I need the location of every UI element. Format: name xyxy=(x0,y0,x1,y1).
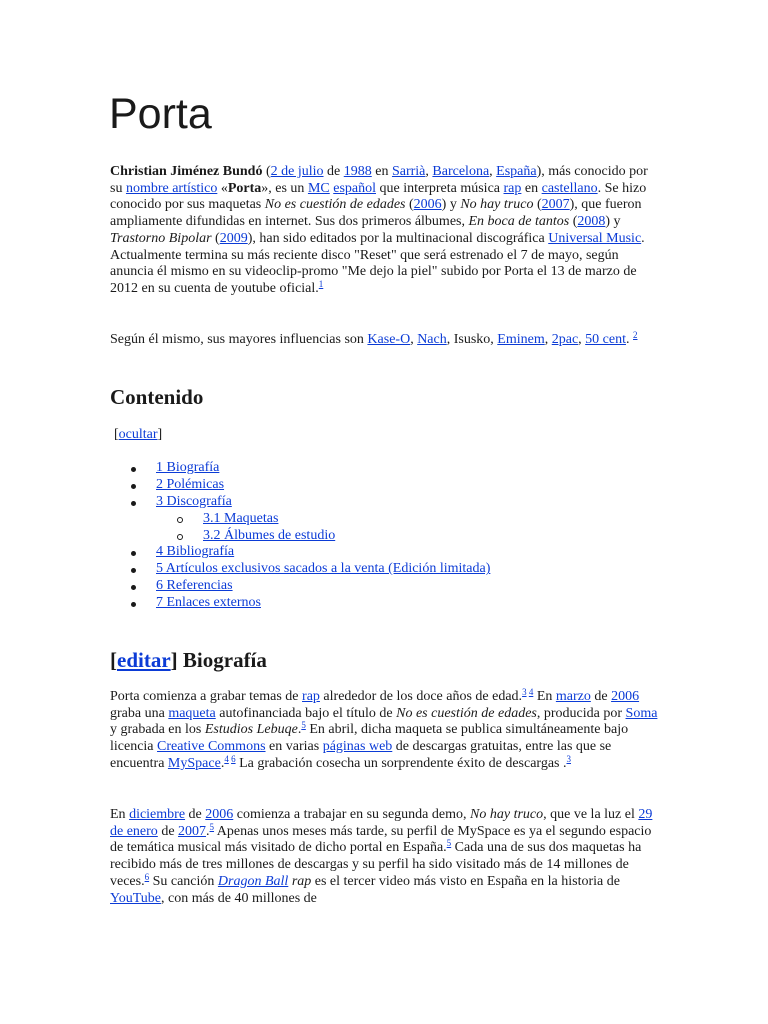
bracket: ] xyxy=(170,648,178,672)
bullet-icon xyxy=(131,484,136,489)
toc-list xyxy=(0,460,490,612)
link-paginas-web[interactable]: páginas web xyxy=(322,739,393,755)
link-kase-o[interactable]: Kase-O xyxy=(367,332,411,347)
section-heading-biografia xyxy=(110,647,267,673)
demo-title: No es cuestión de edades xyxy=(396,705,537,721)
link-dragon-ball[interactable]: Dragon Ball xyxy=(217,873,289,889)
bullet-icon xyxy=(131,568,136,573)
text: ), más conocido por su xyxy=(110,164,648,196)
link-birth-year[interactable]: 1988 xyxy=(343,164,372,179)
text: , xyxy=(425,164,433,179)
link-2007[interactable]: 2007 xyxy=(178,823,207,839)
circle-bullet-icon xyxy=(177,517,183,523)
text: , Isusko, xyxy=(446,332,498,347)
toc-toggle xyxy=(114,427,162,443)
text: autofinanciada bajo el título de xyxy=(215,705,397,721)
text: de xyxy=(590,689,612,704)
text: Cada una de sus dos maquetas ha recibido más de tres millones de descargas y su perfil ha sido visitado más de 14 millones de veces. xyxy=(110,840,642,889)
link-diciembre[interactable]: diciembre xyxy=(129,807,186,822)
toc-item xyxy=(0,578,490,595)
text: en varias xyxy=(265,739,323,755)
biografia-paragraph-1 xyxy=(110,689,658,773)
text: , xyxy=(544,332,552,347)
text: ( xyxy=(262,164,271,179)
ref-link[interactable]: 5 xyxy=(446,838,452,849)
link-rap[interactable]: rap xyxy=(503,180,522,196)
toc-item xyxy=(0,477,490,494)
ref-link[interactable]: 3 xyxy=(566,753,571,764)
toc-link-albumes[interactable]: 3.2 Álbumes de estudio xyxy=(203,527,336,543)
text: es el tercer video más visto en España en la historia de xyxy=(311,873,620,889)
text: ) y xyxy=(441,197,461,213)
text: , xyxy=(410,332,418,347)
toc-hide-link[interactable]: ocultar xyxy=(118,427,158,442)
section-title: Biografía xyxy=(177,648,267,672)
text: ( xyxy=(569,214,578,230)
toc-link-biografia[interactable]: 1 Biografía xyxy=(156,460,220,475)
toc-link-articulos[interactable]: 5 Artículos exclusivos sacados a la venta (Edición limitada) xyxy=(156,561,491,577)
text: Según él mismo, sus mayores influencias son xyxy=(110,332,368,347)
edit-link[interactable]: editar xyxy=(117,648,171,672)
ref-sup xyxy=(224,754,235,764)
toc-item xyxy=(0,544,490,561)
text: . Se hizo conocido por sus maquetas xyxy=(110,180,647,213)
text: de xyxy=(185,807,206,822)
text: Su canción xyxy=(149,873,218,889)
ref-link[interactable]: 3 xyxy=(522,687,527,697)
toc-subitem xyxy=(0,528,490,545)
link-2006[interactable]: 2006 xyxy=(611,689,640,704)
text: ) y xyxy=(605,214,621,230)
page-title: Porta xyxy=(109,90,212,138)
ref-sup xyxy=(633,330,638,340)
link-espanol[interactable]: español xyxy=(333,180,376,196)
text: , con más de 40 millones de xyxy=(160,890,317,906)
link-mc[interactable]: MC xyxy=(307,180,330,196)
text: ), han sido editados por la multinacional discográfica xyxy=(247,230,549,246)
text: « xyxy=(217,180,228,196)
ref-link[interactable]: 5 xyxy=(301,720,306,731)
circle-bullet-icon xyxy=(177,534,183,540)
text: ( xyxy=(533,197,542,213)
text: . xyxy=(206,823,210,839)
bracket: ] xyxy=(157,427,163,442)
link-universal-music[interactable]: Universal Music xyxy=(548,230,642,246)
text: ( xyxy=(211,230,220,246)
text: alrededor de los doce años de edad. xyxy=(319,689,523,704)
ref-link[interactable]: 6 xyxy=(144,871,150,882)
link-2009[interactable]: 2009 xyxy=(219,230,248,246)
link-2007[interactable]: 2007 xyxy=(541,197,570,213)
text: , producida por xyxy=(536,705,626,721)
text: », es un xyxy=(261,180,308,196)
link-sarria[interactable]: Sarrià xyxy=(391,164,426,179)
link-nombre-artistico[interactable]: nombre artístico xyxy=(125,180,218,196)
link-castellano[interactable]: castellano xyxy=(541,180,598,196)
link-espana[interactable]: España xyxy=(496,164,537,179)
ref-link[interactable]: 4 xyxy=(528,687,534,697)
text: en xyxy=(371,164,392,179)
ref-link[interactable]: 5 xyxy=(209,821,215,832)
text: graba una xyxy=(110,705,169,721)
bullet-icon xyxy=(131,602,136,607)
toc-item xyxy=(0,561,490,578)
toc-link-enlaces[interactable]: 7 Enlaces externos xyxy=(156,595,261,611)
ref-link[interactable]: 2 xyxy=(633,330,638,340)
text: y grabada en los xyxy=(110,722,205,738)
link-soma[interactable]: Soma xyxy=(625,705,658,721)
text: . Actualmente termina su más reciente disco "Reset" que será estrenado el 7 de mayo, según anuncia él mismo en su videoclip-promo "Me dejo la piel" subido por Porta el 13 de marzo de 2012 en su cuenta de youtube oficial. xyxy=(110,230,645,296)
ref-sup xyxy=(319,279,324,289)
text: ( xyxy=(405,197,414,213)
demo-title: No hay truco xyxy=(470,807,544,822)
link-birth-date[interactable]: 2 de julio xyxy=(270,164,324,179)
toc-link-referencias[interactable]: 6 Referencias xyxy=(156,578,233,594)
link-marzo[interactable]: marzo xyxy=(555,689,591,704)
text: de xyxy=(157,823,179,839)
bullet-icon xyxy=(131,585,136,590)
text: de descargas gratuitas, entre las que se encuentra xyxy=(110,739,612,771)
toc-link-bibliografia[interactable]: 4 Bibliografía xyxy=(156,544,235,560)
toc-link-polemicas[interactable]: 2 Polémicas xyxy=(156,476,225,492)
text: En xyxy=(110,807,130,822)
studio-name: Estudios Lebuqe xyxy=(204,722,298,738)
text: , xyxy=(489,164,497,179)
text: que interpreta música xyxy=(376,180,504,196)
demo-title: No es cuestión de edades xyxy=(264,197,406,213)
text: La grabación cosecha un sorprendente éxito de descargas . xyxy=(235,755,567,771)
toc-item xyxy=(0,460,490,477)
link-barcelona[interactable]: Barcelona xyxy=(432,164,490,179)
album-title: En boca de tantos xyxy=(468,214,570,230)
bullet-icon xyxy=(131,501,136,506)
text: en xyxy=(521,180,542,196)
bracket: [ xyxy=(110,648,117,672)
link-nach[interactable]: Nach xyxy=(417,332,447,347)
ref-link[interactable]: 4 xyxy=(224,753,229,764)
text: comienza a trabajar en su segunda demo, xyxy=(233,807,471,822)
text: Porta comienza a grabar temas de xyxy=(110,689,303,704)
link-2008[interactable]: 2008 xyxy=(577,214,606,230)
link-2006[interactable]: 2006 xyxy=(413,197,442,213)
album-title: Trastorno Bipolar xyxy=(110,230,212,246)
link-2006[interactable]: 2006 xyxy=(205,807,234,822)
toc-item xyxy=(0,595,490,612)
text: En xyxy=(533,689,556,704)
ref-link[interactable]: 1 xyxy=(318,278,324,289)
link-maqueta[interactable]: maqueta xyxy=(168,705,216,721)
text: ), que fueron ampliamente difundidas en internet. Sus dos primeros álbumes, xyxy=(110,197,642,230)
toc-heading: Contenido xyxy=(110,385,204,409)
ref-link[interactable]: 6 xyxy=(231,753,236,764)
link-29-enero[interactable]: 29 de enero xyxy=(110,807,653,839)
intro-paragraph xyxy=(110,164,658,298)
text: , xyxy=(578,332,586,347)
text: Apenas unos meses más tarde, su perfil de MySpace es ya el segundo espacio de temática musical más visitado de dicho portal en España. xyxy=(110,823,652,856)
demo-title: No hay truco xyxy=(460,197,534,213)
biografia-paragraph-2 xyxy=(110,807,658,907)
link-creative-commons[interactable]: Creative Commons xyxy=(157,739,266,755)
link-eminem[interactable]: Eminem xyxy=(497,332,545,347)
stage-name: Porta xyxy=(227,180,262,196)
ref-sup xyxy=(522,687,533,697)
link-youtube[interactable]: YouTube xyxy=(110,890,161,906)
link-2pac[interactable]: 2pac xyxy=(551,332,579,347)
text: En abril, dicha maqueta se publica simultáneamente bajo licencia xyxy=(110,722,629,755)
text: rap xyxy=(288,873,312,889)
bullet-icon xyxy=(131,551,136,556)
text: de xyxy=(323,164,344,179)
link-50-cent[interactable]: 50 cent xyxy=(585,332,626,347)
link-myspace[interactable]: MySpace xyxy=(167,755,221,771)
subject-name: Christian Jiménez Bundó xyxy=(110,164,263,179)
text: . xyxy=(297,722,302,738)
toc-subitem xyxy=(0,511,490,528)
ref-sup xyxy=(567,754,572,764)
text: . xyxy=(220,755,225,771)
text: , que ve la luz el xyxy=(543,807,639,822)
bullet-icon xyxy=(131,467,136,472)
bracket: [ xyxy=(114,427,119,442)
toc-link-maquetas[interactable]: 3.1 Maquetas xyxy=(203,510,279,526)
toc-link-discografia[interactable]: 3 Discografía xyxy=(156,493,232,509)
text: . xyxy=(626,332,633,347)
influences-paragraph xyxy=(110,332,658,349)
toc-item xyxy=(0,494,490,511)
link-rap[interactable]: rap xyxy=(302,689,320,704)
